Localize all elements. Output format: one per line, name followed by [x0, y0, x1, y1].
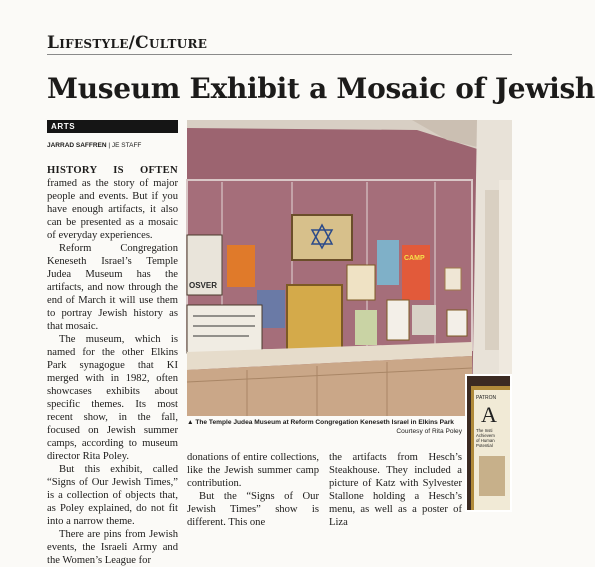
col2-paragraph-1: donations of entire collections, like the Jewish summer camp contribution.: [187, 452, 319, 489]
caption-text: The Temple Judea Museum at Reform Congregation Keneseth Israel in Elkins Park: [195, 419, 454, 426]
byline-separator: |: [108, 142, 112, 149]
paragraph-2: Reform Congregation Keneseth Israel’s Temple Judea Museum has the artifacts, and now through the end of March it will use them to portray Jewish history as that mosaic.: [47, 243, 178, 332]
plaque-line-1: The Insti: [476, 428, 493, 433]
photo-credit: Courtesy of Rita Poley: [396, 427, 462, 435]
caption-marker: ▲: [187, 419, 196, 426]
article-column-1: [47, 164, 178, 567]
photo-caption: [187, 419, 462, 435]
inset-photo-illustration: [467, 376, 510, 510]
paragraph-1: [47, 164, 178, 242]
col2-paragraph-2: But the “Signs of Our Jewish Times” show is different. This one: [187, 491, 319, 528]
plaque-line-2: Achievem: [476, 433, 495, 438]
plaque-heading: PATRON: [476, 395, 497, 401]
museum-photo-illustration: [187, 120, 512, 416]
paragraph-5: There are pins from Jewish events, the Israeli Army and the Women’s League for: [47, 529, 178, 566]
category-label: ARTS: [51, 122, 76, 131]
col3-paragraph-1: the artifacts from Hesch’s Steakhouse. They included a picture of Katz with Sylvester Stallone holding a Hesch’s menu, as well as a poster of Liza: [329, 452, 462, 528]
headline: Museum Exhibit a Mosaic of Jewish: [47, 72, 595, 105]
paragraph-4: But this exhibit, called “Signs of Our Jewish Times,” is a collection of objects that, as Poley explained, do not fit into a narrow theme.: [47, 464, 178, 527]
lead-in: HISTORY IS OFTEN: [47, 165, 178, 176]
plaque-line-3: of Human: [476, 438, 495, 443]
author-name: JARRAD SAFFREN: [47, 142, 107, 149]
inset-photo: [465, 374, 512, 512]
paragraph-1-text: framed as the story of major people and events. But if you have enough artifacts, it also can be presented as a mosaic of everyday experiences.: [47, 178, 178, 241]
section-rule: [47, 54, 512, 55]
category-bar: [47, 120, 178, 133]
plaque-line-4: Potential: [476, 443, 493, 448]
article-column-3: [329, 451, 462, 529]
museum-photo: [187, 120, 512, 416]
byline: [47, 142, 141, 149]
poster-text-2: CAMP: [404, 255, 425, 262]
poster-text-1: OSVER: [189, 281, 218, 290]
section-label: Lifestyle/Culture: [47, 33, 208, 53]
plaque-letter: A: [481, 402, 497, 427]
article-column-2: [187, 451, 319, 529]
paragraph-3: The museum, which is named for the other Elkins Park synagogue that KI merged with in 1982, often showcases exhibits about specific themes. Its most recent show, in the fall, focused on Jewish summer camps, according to museum director Rita Poley.: [47, 334, 178, 462]
author-affiliation: JE STAFF: [111, 142, 142, 149]
